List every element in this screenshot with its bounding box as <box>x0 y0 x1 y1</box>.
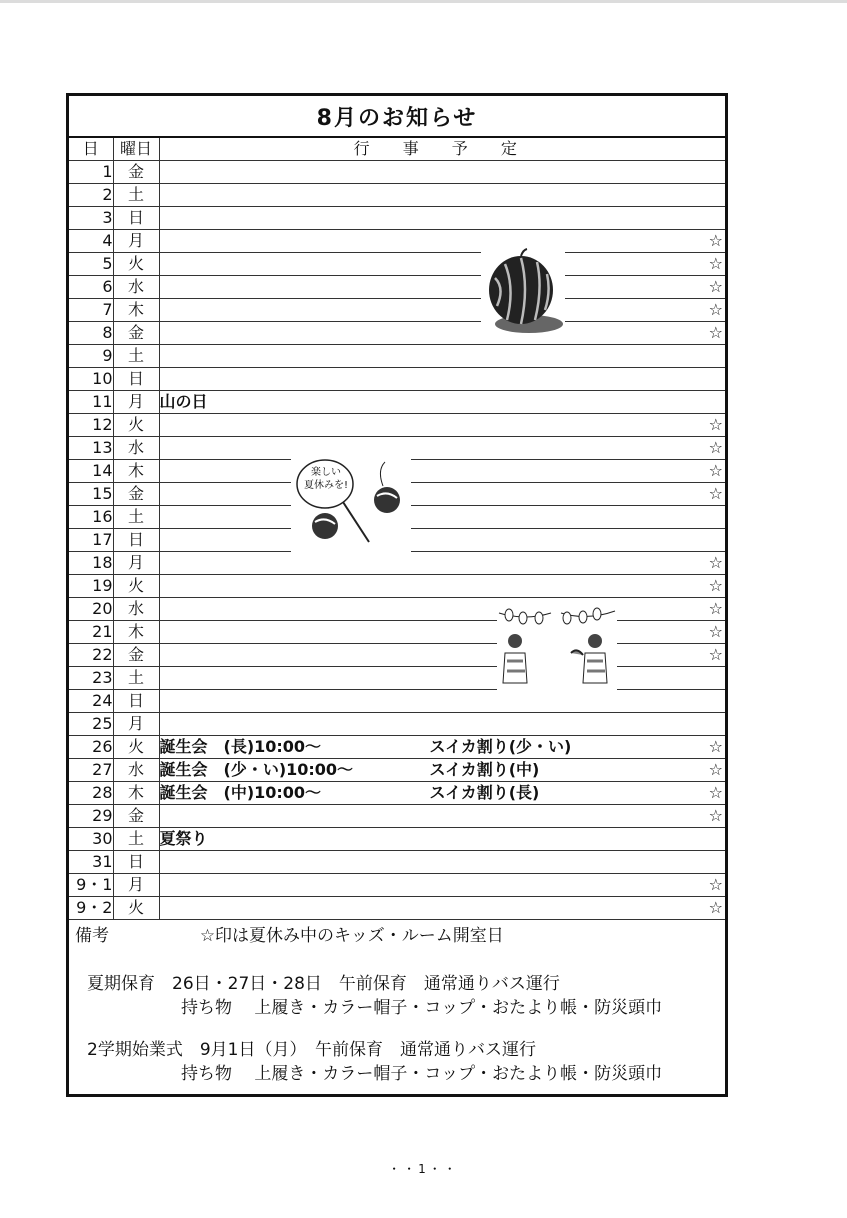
row-day: 23 <box>69 667 113 690</box>
row-weekday: 水 <box>113 759 159 782</box>
row-event-secondary: スイカ割り(長) <box>429 783 540 802</box>
table-row <box>69 598 725 621</box>
lantern-dancers-icon <box>497 601 617 693</box>
row-weekday: 木 <box>113 460 159 483</box>
table-row <box>69 552 725 575</box>
summer-festival-illustration <box>497 601 617 693</box>
row-weekday: 土 <box>113 184 159 207</box>
page-number: ・・1・・ <box>388 1162 459 1176</box>
row-day: 2 <box>69 184 113 207</box>
row-events <box>159 322 725 345</box>
row-weekday: 水 <box>113 598 159 621</box>
kids-room-star-icon: ☆ <box>708 231 723 250</box>
table-row <box>69 161 725 184</box>
kids-room-star-icon: ☆ <box>708 599 723 618</box>
row-weekday: 月 <box>113 230 159 253</box>
row-weekday: 金 <box>113 322 159 345</box>
table-row <box>69 759 725 782</box>
row-events <box>159 161 725 184</box>
row-weekday: 木 <box>113 299 159 322</box>
kids-room-star-icon: ☆ <box>708 323 723 342</box>
table-row <box>69 782 725 805</box>
row-day: 4 <box>69 230 113 253</box>
table-row <box>69 391 725 414</box>
row-event-primary: 誕生会 (少・い)10:00～ <box>159 760 354 779</box>
notes-header-row <box>75 924 719 948</box>
row-day: 21 <box>69 621 113 644</box>
table-row <box>69 414 725 437</box>
row-weekday: 日 <box>113 690 159 713</box>
row-day: 14 <box>69 460 113 483</box>
row-weekday: 木 <box>113 621 159 644</box>
table-row <box>69 713 725 736</box>
row-day: 9・1 <box>69 874 113 897</box>
row-day: 26 <box>69 736 113 759</box>
row-event-primary: 夏祭り <box>159 829 208 848</box>
row-day: 11 <box>69 391 113 414</box>
table-row <box>69 851 725 874</box>
kids-room-star-icon: ☆ <box>708 760 723 779</box>
row-day: 6 <box>69 276 113 299</box>
row-weekday: 土 <box>113 667 159 690</box>
row-weekday: 月 <box>113 874 159 897</box>
row-day: 28 <box>69 782 113 805</box>
row-day: 9 <box>69 345 113 368</box>
row-events <box>159 437 725 460</box>
header-day: 日 <box>69 138 113 161</box>
fan-text-line2: 夏休みを! <box>303 480 348 491</box>
fan-text-line1: 楽しい <box>311 467 341 478</box>
kids-room-star-icon: ☆ <box>708 622 723 641</box>
row-weekday: 土 <box>113 506 159 529</box>
row-day: 25 <box>69 713 113 736</box>
header-weekday: 曜日 <box>113 138 159 161</box>
row-events <box>159 299 725 322</box>
row-events <box>159 667 725 690</box>
row-day: 12 <box>69 414 113 437</box>
kids-room-star-icon: ☆ <box>708 484 723 503</box>
row-events <box>159 828 725 851</box>
row-events <box>159 621 725 644</box>
row-events <box>159 874 725 897</box>
row-events <box>159 184 725 207</box>
row-events <box>159 736 725 759</box>
table-row <box>69 874 725 897</box>
row-events <box>159 414 725 437</box>
notes-legend: ☆印は夏休み中のキッズ・ルーム開室日 <box>199 926 504 946</box>
kids-room-star-icon: ☆ <box>708 645 723 664</box>
row-events <box>159 644 725 667</box>
watermelon-icon <box>481 248 565 340</box>
table-header-row <box>69 138 725 161</box>
page-title: 8月のお知らせ <box>69 96 725 138</box>
row-day: 7 <box>69 299 113 322</box>
kids-room-star-icon: ☆ <box>708 783 723 802</box>
notes-section <box>69 920 725 1090</box>
table-row <box>69 736 725 759</box>
row-weekday: 日 <box>113 851 159 874</box>
row-day: 31 <box>69 851 113 874</box>
kids-room-star-icon: ☆ <box>708 438 723 457</box>
table-row <box>69 575 725 598</box>
row-events <box>159 690 725 713</box>
row-weekday: 日 <box>113 207 159 230</box>
row-day: 13 <box>69 437 113 460</box>
row-weekday: 金 <box>113 644 159 667</box>
row-day: 1 <box>69 161 113 184</box>
row-events <box>159 345 725 368</box>
row-weekday: 火 <box>113 575 159 598</box>
row-weekday: 日 <box>113 529 159 552</box>
notes-term-items: 持ち物 上履き・カラー帽子・コップ・おたより帳・防災頭巾 <box>181 1064 663 1084</box>
row-weekday: 火 <box>113 736 159 759</box>
row-weekday: 金 <box>113 805 159 828</box>
row-events <box>159 207 725 230</box>
row-events <box>159 805 725 828</box>
notes-label: 備考 <box>75 926 109 946</box>
row-event-primary: 誕生会 (中)10:00～ <box>159 783 322 802</box>
row-day: 15 <box>69 483 113 506</box>
row-event-primary: 誕生会 (長)10:00～ <box>159 737 322 756</box>
kids-room-star-icon: ☆ <box>708 553 723 572</box>
notes-term: 2学期始業式 9月1日（月） 午前保育 通常通りバス運行 <box>87 1040 536 1060</box>
row-weekday: 火 <box>113 253 159 276</box>
row-events <box>159 552 725 575</box>
row-day: 5 <box>69 253 113 276</box>
row-weekday: 水 <box>113 437 159 460</box>
row-weekday: 金 <box>113 483 159 506</box>
row-events <box>159 598 725 621</box>
row-weekday: 土 <box>113 345 159 368</box>
notes-summer: 夏期保育 26日・27日・28日 午前保育 通常通りバス運行 <box>87 974 560 994</box>
row-events <box>159 483 725 506</box>
row-day: 3 <box>69 207 113 230</box>
row-day: 10 <box>69 368 113 391</box>
table-row <box>69 230 725 253</box>
row-event-primary: 山の日 <box>159 392 208 411</box>
notice-document <box>66 93 728 1097</box>
kids-room-star-icon: ☆ <box>708 576 723 595</box>
row-day: 30 <box>69 828 113 851</box>
table-row <box>69 276 725 299</box>
table-row <box>69 644 725 667</box>
row-events <box>159 897 725 920</box>
kids-room-star-icon: ☆ <box>708 300 723 319</box>
row-event-secondary: スイカ割り(少・い) <box>429 737 572 756</box>
table-row <box>69 667 725 690</box>
row-day: 19 <box>69 575 113 598</box>
row-day: 18 <box>69 552 113 575</box>
row-events <box>159 276 725 299</box>
watermelon-illustration <box>481 248 565 340</box>
row-weekday: 日 <box>113 368 159 391</box>
table-row <box>69 897 725 920</box>
table-row <box>69 805 725 828</box>
row-weekday: 火 <box>113 414 159 437</box>
row-events <box>159 253 725 276</box>
row-events <box>159 851 725 874</box>
row-events <box>159 368 725 391</box>
table-row <box>69 368 725 391</box>
row-weekday: 水 <box>113 276 159 299</box>
row-day: 22 <box>69 644 113 667</box>
row-events <box>159 575 725 598</box>
row-events <box>159 460 725 483</box>
row-day: 17 <box>69 529 113 552</box>
row-events <box>159 782 725 805</box>
fan-yoyo-illustration <box>291 456 411 552</box>
row-events <box>159 713 725 736</box>
row-day: 16 <box>69 506 113 529</box>
row-events <box>159 230 725 253</box>
row-day: 24 <box>69 690 113 713</box>
table-row <box>69 621 725 644</box>
row-day: 9・2 <box>69 897 113 920</box>
row-events <box>159 759 725 782</box>
row-day: 20 <box>69 598 113 621</box>
row-events <box>159 506 725 529</box>
kids-room-star-icon: ☆ <box>708 461 723 480</box>
kids-room-star-icon: ☆ <box>708 737 723 756</box>
kids-room-star-icon: ☆ <box>708 806 723 825</box>
row-events <box>159 391 725 414</box>
page-top-edge <box>0 0 847 3</box>
table-row <box>69 690 725 713</box>
kids-room-star-icon: ☆ <box>708 875 723 894</box>
row-weekday: 月 <box>113 552 159 575</box>
kids-room-star-icon: ☆ <box>708 898 723 917</box>
kids-room-star-icon: ☆ <box>708 277 723 296</box>
row-event-secondary: スイカ割り(中) <box>429 760 540 779</box>
row-weekday: 土 <box>113 828 159 851</box>
notes-summer-items: 持ち物 上履き・カラー帽子・コップ・おたより帳・防災頭巾 <box>181 998 663 1018</box>
kids-room-star-icon: ☆ <box>708 254 723 273</box>
table-row <box>69 322 725 345</box>
row-day: 27 <box>69 759 113 782</box>
table-row <box>69 184 725 207</box>
table-row <box>69 299 725 322</box>
header-events: 行 事 予 定 <box>159 138 725 161</box>
row-weekday: 金 <box>113 161 159 184</box>
row-weekday: 月 <box>113 713 159 736</box>
table-row <box>69 828 725 851</box>
kids-room-star-icon: ☆ <box>708 415 723 434</box>
table-row <box>69 253 725 276</box>
row-weekday: 木 <box>113 782 159 805</box>
row-weekday: 月 <box>113 391 159 414</box>
row-weekday: 火 <box>113 897 159 920</box>
row-day: 29 <box>69 805 113 828</box>
row-day: 8 <box>69 322 113 345</box>
table-row <box>69 207 725 230</box>
table-row <box>69 345 725 368</box>
row-events <box>159 529 725 552</box>
